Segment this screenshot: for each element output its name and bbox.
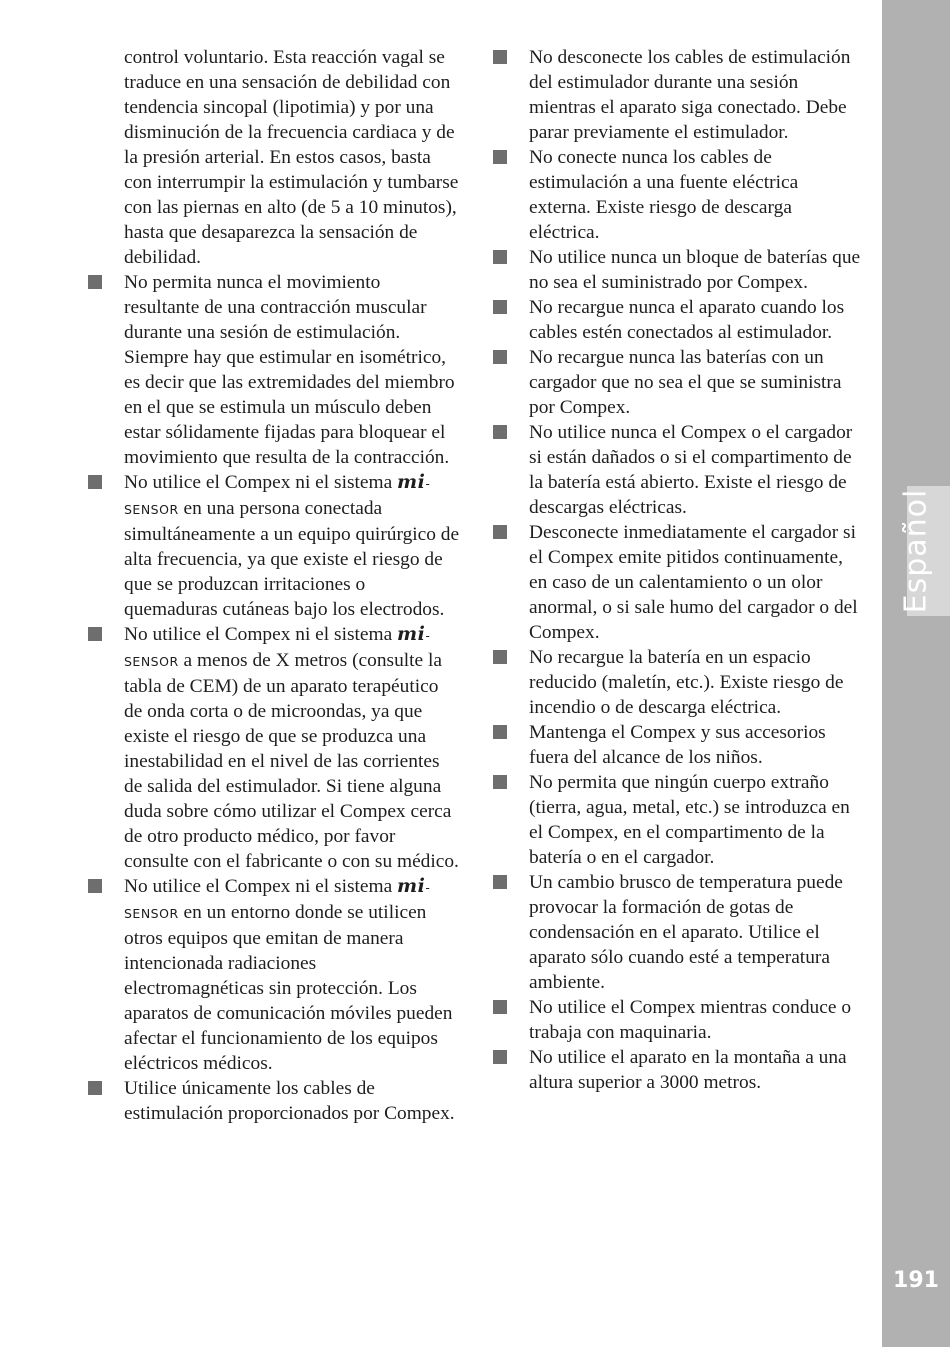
item-text: Desconecte inmediatamente el cargador si el Compex emite pitidos continuamente, en caso de un calentamiento o un olor anormal, o si sale humo del cargador o del Compex. bbox=[529, 522, 858, 643]
right-column bbox=[492, 45, 864, 1095]
item-text: No permita nunca el movimiento resultante de una contracción muscular durante una sesión de estimulación. Siempre hay que estimular en isométrico, es decir que las extremidades del miembro en el que se estimula un músculo deben estar sólidamente fijadas para bloquear el movimiento que resulta de la contracción. bbox=[124, 272, 455, 468]
item-text: No recargue nunca las baterías con un cargador que no sea el que se suministra por Compex. bbox=[529, 347, 842, 418]
item-text-after: en un entorno donde se utilicen otros equipos que emitan de manera intencionada radiaciones electromagnéticas sin protección. Los aparatos de comunicación móviles pueden afectar el funcionamiento de los equipos eléctricos médicos. bbox=[124, 902, 453, 1074]
item-text: No utilice el aparato en la montaña a una altura superior a 3000 metros. bbox=[529, 1047, 847, 1093]
list-item bbox=[492, 1045, 864, 1095]
square-bullet-icon bbox=[88, 627, 102, 641]
item-text: No utilice nunca un bloque de baterías que no sea el suministrado por Compex. bbox=[529, 247, 861, 293]
item-text-before: No utilice el Compex ni el sistema bbox=[124, 624, 393, 645]
square-bullet-icon bbox=[493, 300, 507, 314]
mi-sensor-logo: mi-SENSOR bbox=[124, 875, 431, 921]
square-bullet-icon bbox=[493, 425, 507, 439]
item-text-before: No utilice el Compex ni el sistema bbox=[124, 472, 393, 493]
item-text: No conecte nunca los cables de estimulación a una fuente eléctrica externa. Existe riesgo de descarga eléctrica. bbox=[529, 147, 799, 243]
square-bullet-icon bbox=[88, 475, 102, 489]
list-item bbox=[492, 245, 864, 295]
square-bullet-icon bbox=[493, 1050, 507, 1064]
square-bullet-icon bbox=[493, 50, 507, 64]
list-item bbox=[492, 995, 864, 1045]
square-bullet-icon bbox=[493, 525, 507, 539]
square-bullet-icon bbox=[493, 875, 507, 889]
list-item bbox=[87, 470, 460, 622]
square-bullet-icon bbox=[493, 775, 507, 789]
page-number: 191 bbox=[893, 1268, 939, 1293]
item-text: Utilice únicamente los cables de estimulación proporcionados por Compex. bbox=[124, 1078, 455, 1124]
list-item bbox=[87, 1076, 460, 1126]
intro-paragraph: control voluntario. Esta reacción vagal se traduce en una sensación de debilidad con tendencia sincopal (lipotimia) y por una disminución de la frecuencia cardiaca y de la presión arterial. En estos casos, basta con interrumpir la estimulación y tumbarse con las piernas en alto (de 5 a 10 minutos), hasta que desaparezca la sensación de debilidad. bbox=[124, 47, 459, 268]
list-item bbox=[87, 270, 460, 470]
item-text: Un cambio brusco de temperatura puede provocar la formación de gotas de condensación en el aparato. Utilice el aparato sólo cuando esté a temperatura ambiente. bbox=[529, 872, 843, 993]
language-label: Español bbox=[898, 488, 934, 614]
list-item bbox=[492, 645, 864, 720]
list-item bbox=[492, 145, 864, 245]
list-item bbox=[492, 520, 864, 645]
item-text: No recargue la batería en un espacio reducido (maletín, etc.). Existe riesgo de incendio o de descarga eléctrica. bbox=[529, 647, 844, 718]
item-text: No permita que ningún cuerpo extraño (tierra, agua, metal, etc.) se introduzca en el Compex, en el compartimento de la batería o en el cargador. bbox=[529, 772, 850, 868]
square-bullet-icon bbox=[493, 150, 507, 164]
list-item bbox=[492, 45, 864, 145]
list-item bbox=[87, 874, 460, 1076]
square-bullet-icon bbox=[493, 1000, 507, 1014]
square-bullet-icon bbox=[88, 275, 102, 289]
item-text: Mantenga el Compex y sus accesorios fuera del alcance de los niños. bbox=[529, 722, 826, 768]
list-item bbox=[492, 770, 864, 870]
list-item bbox=[492, 420, 864, 520]
item-text: No utilice nunca el Compex o el cargador si están dañados o si el compartimento de la batería está abierto. Existe el riesgo de descargas eléctricas. bbox=[529, 422, 853, 518]
item-text-after: en una persona conectada simultáneamente a un equipo quirúrgico de alta frecuencia, ya que existe el riesgo de que se produzcan irritaciones o quemaduras cutáneas bajo los electrodos. bbox=[124, 498, 460, 620]
square-bullet-icon bbox=[88, 879, 102, 893]
item-text-before: No utilice el Compex ni el sistema bbox=[124, 876, 393, 897]
square-bullet-icon bbox=[493, 725, 507, 739]
square-bullet-icon bbox=[88, 1081, 102, 1095]
item-text: No recargue nunca el aparato cuando los cables estén conectados al estimulador. bbox=[529, 297, 845, 343]
mi-sensor-logo: mi-SENSOR bbox=[124, 623, 431, 669]
square-bullet-icon bbox=[493, 250, 507, 264]
item-text-after: a menos de X metros (consulte la tabla de CEM) de un aparato terapéutico de onda corta o de microondas, ya que existe el riesgo de que se produzca una inestabilidad en el nivel de las corrientes de salida del estimulador. Si tiene alguna duda sobre cómo utilizar el Compex cerca de otro producto médico, por favor consulte con el fabricante o con su médico. bbox=[124, 650, 459, 872]
mi-sensor-logo: mi-SENSOR bbox=[124, 471, 431, 517]
list-item bbox=[492, 345, 864, 420]
list-item bbox=[492, 295, 864, 345]
left-column bbox=[87, 45, 460, 1126]
list-item bbox=[492, 720, 864, 770]
item-text: No desconecte los cables de estimulación del estimulador durante una sesión mientras el aparato siga conectado. Debe parar previamente el estimulador. bbox=[529, 47, 851, 143]
page-sidebar bbox=[882, 0, 950, 1347]
square-bullet-icon bbox=[493, 650, 507, 664]
square-bullet-icon bbox=[493, 350, 507, 364]
list-item bbox=[87, 622, 460, 874]
list-item bbox=[492, 870, 864, 995]
item-text: No utilice el Compex mientras conduce o trabaja con maquinaria. bbox=[529, 997, 852, 1043]
